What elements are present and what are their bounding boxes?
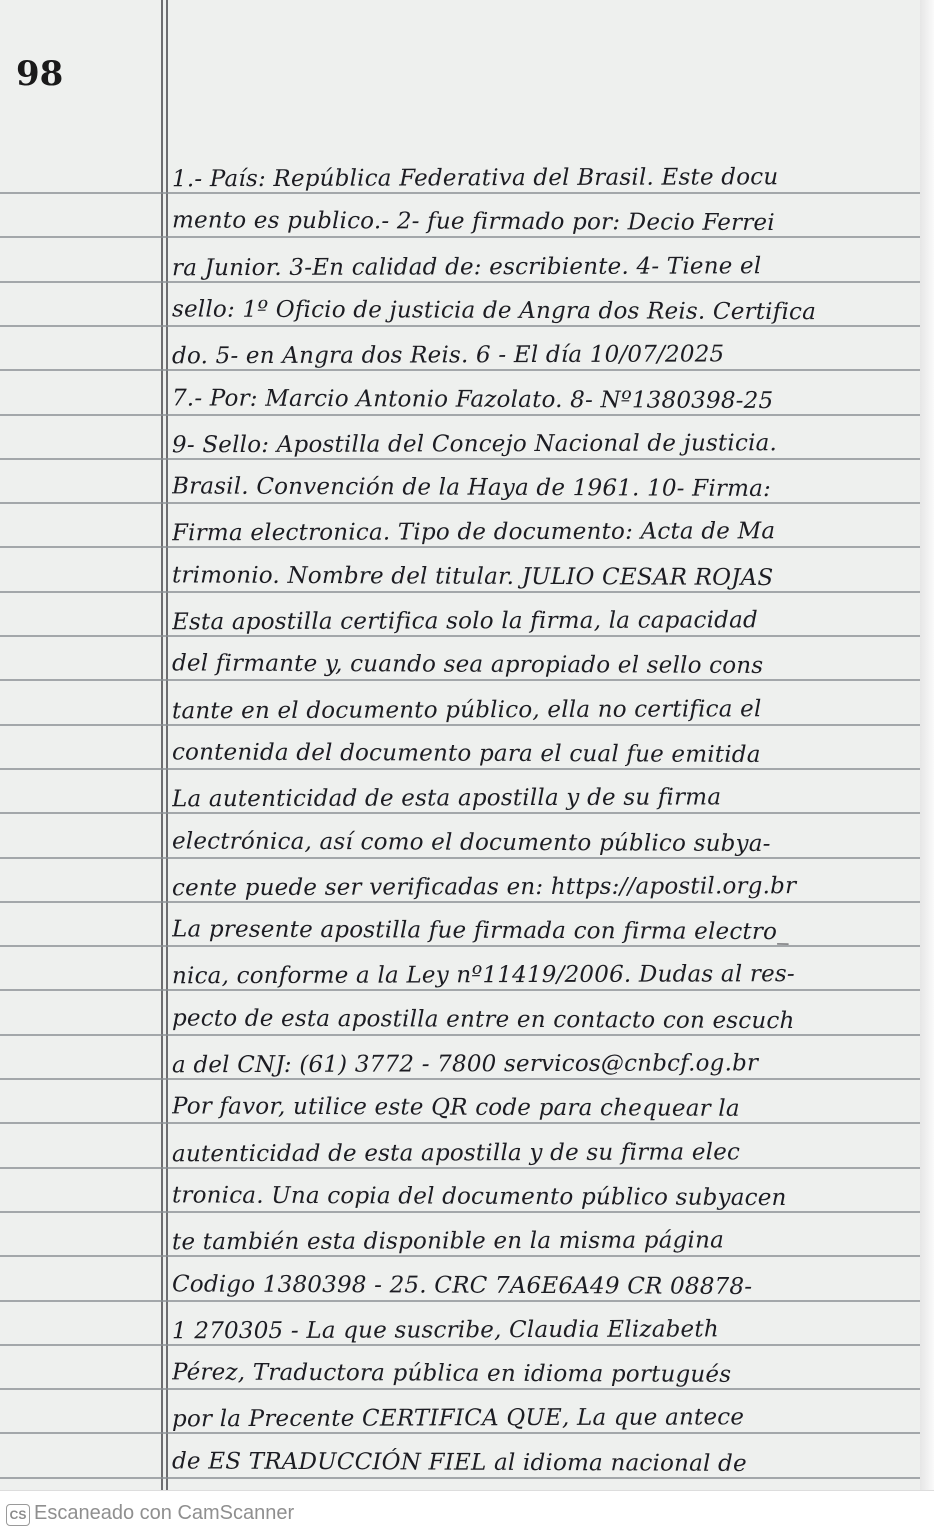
text-line: tronica. Una copia del documento público subyacen [171,1182,787,1212]
scanner-footer [0,1490,934,1537]
text-line: sello: 1º Oficio de justicia de Angra dos Reis. Certifica [171,296,817,326]
text-line: La autenticidad de esta apostilla y de su firma [171,784,722,813]
text-line: 7.- Por: Marcio Antonio Fazolato. 8- Nº1380398-25 [171,385,774,415]
text-line: mento es publico.- 2- fue firmado por: Decio Ferrei [171,207,775,237]
text-line: te también esta disponible en la misma página [171,1227,725,1256]
text-line: Firma electronica. Tipo de documento: Acta de Ma [171,518,776,547]
text-line: a del CNJ: (61) 3772 - 7800 servicos@cnbcf.og.br [171,1050,759,1079]
scanner-watermark-text: Escaneado con CamScanner [34,1502,295,1524]
margin-line-right [166,0,168,1490]
text-line: tante en el documento público, ella no certifica el [171,696,762,725]
text-line: 1 270305 - La que suscribe, Claudia Elizabeth [171,1316,719,1345]
text-line: por la Precente CERTIFICA QUE, La que antece [171,1404,745,1433]
text-line: trimonio. Nombre del titular. JULIO CESAR ROJAS [171,562,774,592]
text-line: del firmante y, cuando sea apropiado el sello cons [171,650,764,679]
text-line: nica, conforme a la Ley nº11419/2006. Dudas al res- [171,961,795,990]
text-line: cente puede ser verificadas en: https://apostil.org.br [171,873,797,902]
text-line: Pérez, Traductora pública en idioma portugués [171,1359,732,1388]
text-line: Esta apostilla certifica solo la firma, la capacidad [171,607,758,636]
text-line: de ES TRADUCCIÓN FIEL al idioma nacional de [171,1448,747,1477]
text-line: pecto de esta apostilla entre en contacto con escuch [171,1005,795,1035]
text-line: autenticidad de esta apostilla y de su firma elec [171,1139,741,1168]
text-line: 1.- País: República Federativa del Brasil. Este docu [171,164,779,193]
text-line: Brasil. Convención de la Haya de 1961. 10- Firma: [171,473,772,502]
page-edge [920,0,934,1536]
text-line: electrónica, así como el documento público subya- [171,828,771,857]
text-line: La presente apostilla fue firmada con firma electro_ [171,916,789,946]
text-line: Por favor, utilice este QR code para chequear la [171,1093,740,1122]
text-line: contenida del documento para el cual fue emitida [171,739,761,768]
text-line: do. 5- en Angra dos Reis. 6 - El día 10/07/2025 [171,341,725,370]
text-line: Codigo 1380398 - 25. CRC 7A6E6A49 CR 08878- [171,1271,753,1300]
camscanner-logo-icon: CS [6,1504,30,1526]
margin-line-left [161,0,163,1490]
page-number: 98 [16,54,64,94]
text-line: 9- Sello: Apostilla del Concejo Nacional de justicia. [171,430,778,459]
text-line: ra Junior. 3-En calidad de: escribiente. 4- Tiene el [171,253,762,282]
